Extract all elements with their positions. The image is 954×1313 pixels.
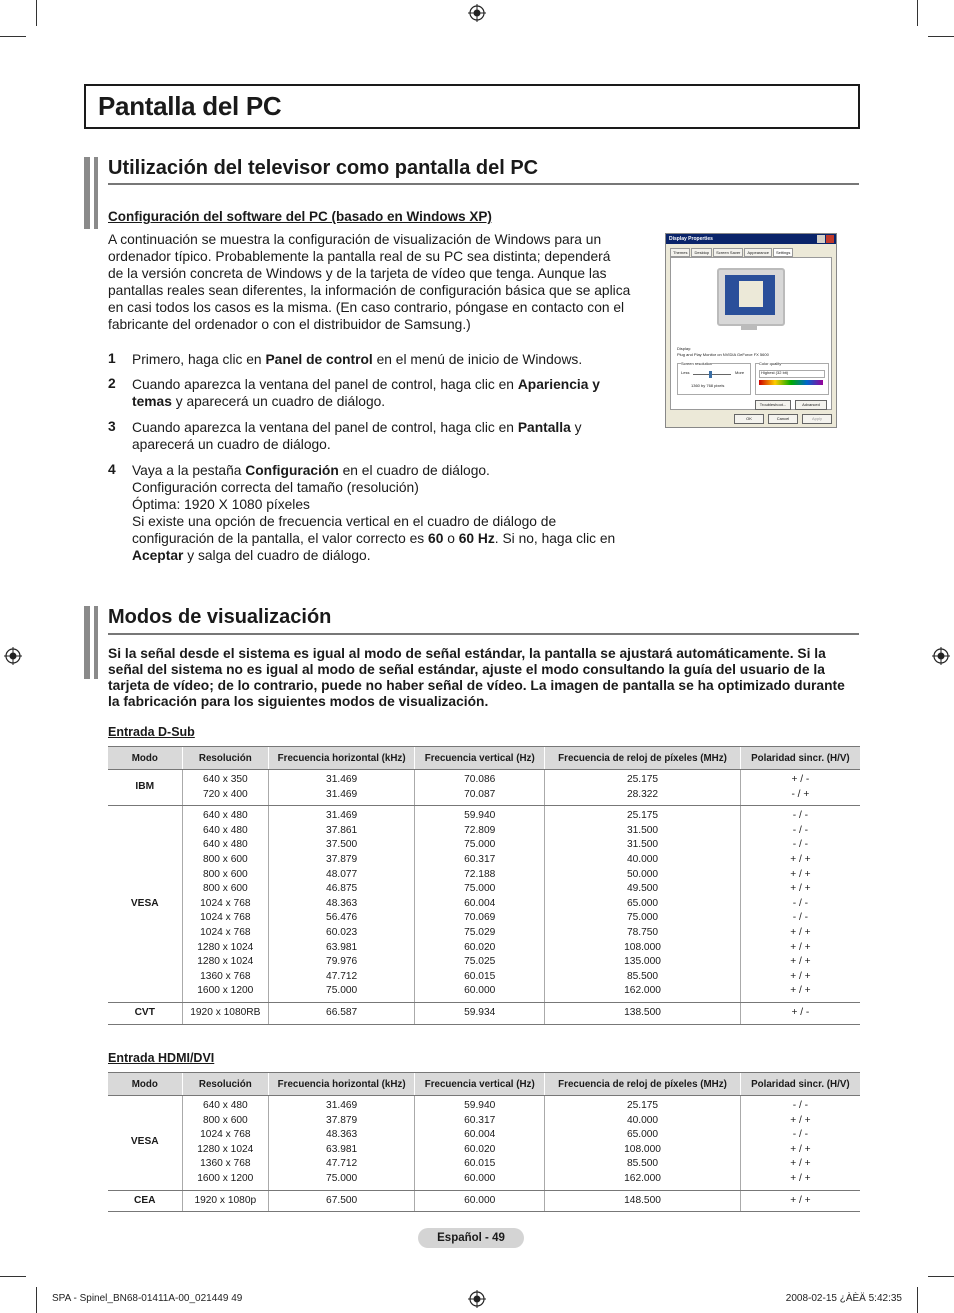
column-header: Frecuencia horizontal (kHz) [269,747,415,770]
step-run: Configuración correcta del tamaño (resolución) [132,480,419,495]
step-number: 3 [108,419,116,434]
section-heading-modes: Modos de visualización [108,606,332,628]
value-cell [182,1096,269,1191]
cell-value: 37.879 [326,853,358,865]
value-cell [740,1096,860,1191]
value-cell [740,1002,860,1024]
step-run: Cuando aparezca la ventana del panel de control, haga clic en [132,377,518,392]
cell-value: + / + [790,1114,811,1126]
step-emphasis: Pantalla [517,420,571,435]
cell-value: 66.587 [326,1006,358,1018]
resolution-value: 1360 by 768 pixels [691,383,725,388]
cell-value: 31.469 [326,774,358,785]
step-run: Cuando aparezca la ventana del panel de control, haga clic en [132,420,518,435]
color-bar [759,380,823,385]
cell-value: 60.020 [464,941,496,953]
tab-themes: Themes [670,248,690,257]
step-run: en el cuadro de diálogo. [338,463,490,478]
cell-value: - / - [792,912,809,924]
cell-value: 800 x 600 [202,853,248,865]
cell-value: 75.029 [464,926,496,938]
step-run: en el menú de inicio de Windows. [372,352,583,367]
modes-intro-line: la fabricación para los siguientes modos de visualización. [108,694,489,709]
step-text [132,462,632,564]
window-title: Display Properties [666,234,836,244]
crop-mark [0,36,26,37]
mode-cell: IBM [108,770,182,806]
column-header: Polaridad sincr. (H/V) [740,1073,860,1096]
cell-value: 75.000 [464,839,496,851]
cell-value: 60.000 [464,1172,496,1184]
step-emphasis: 60 [428,531,444,546]
modes-intro-line: señal del sistema no es igual al modo de señal estándar, ajuste el modo consultando la guía del usuario de la [108,662,825,677]
intro-line: de la versión concreta de Windows y de la tarjeta de vídeo que tenga. Aunque las [108,266,607,281]
cell-value: 70.087 [464,788,496,800]
cell-value: 640 x 480 [202,810,248,822]
cell-value: 70.086 [464,774,496,785]
monitor-icon [717,268,785,326]
value-cell [545,1096,740,1191]
troubleshoot-button: Troubleshoot... [755,400,791,410]
cell-value: + / + [790,970,811,982]
value-cell [415,1002,545,1024]
cell-value: + / + [790,1143,811,1155]
cell-value: 65.000 [626,1129,659,1141]
color-label: Color quality [759,361,782,366]
monitor-stand [741,324,757,330]
modes-intro-paragraph [108,646,856,710]
step-text [132,351,632,368]
value-cell [545,770,740,806]
display-label: Display: [677,346,692,351]
page-title: Pantalla del PC [98,91,282,121]
registration-mark-icon [468,1290,486,1308]
cell-value: - / - [792,1100,809,1111]
step-run: Vaya a la pestaña [132,463,246,478]
step-run: Óptima: 1920 X 1080 píxeles [132,497,310,512]
advanced-button: Advanced [795,400,827,410]
step-run: y [570,420,582,435]
cell-value: 1920 x 1080RB [190,1006,261,1018]
mode-cell: CEA [108,1190,182,1212]
cell-value: 135.000 [624,956,661,968]
sub-heading-software: Configuración del software del PC (basado en Windows XP) [108,209,492,224]
cell-value: + / - [791,774,810,785]
cell-value: 85.500 [626,1158,659,1170]
tab-screen-saver: Screen Saver [713,248,743,257]
cell-value: 60.023 [326,926,358,938]
value-cell [182,1190,269,1212]
cell-value: 47.712 [326,970,358,982]
value-cell [269,770,415,806]
registration-mark-icon [468,4,486,22]
cell-value: 60.015 [464,970,496,982]
modes-intro-line: Si la señal desde el sistema es igual al modo de señal estándar, la pantalla se ajustará automáticamente. Si la [108,646,826,661]
apply-button: Apply [802,414,832,424]
hdmi-table-label: Entrada HDMI/DVI [108,1051,215,1065]
value-cell [182,770,269,806]
step-line [132,513,632,530]
more-label: More [735,370,745,375]
column-header: Resolución [182,1073,269,1096]
cell-value: 640 x 480 [202,839,248,851]
mode-cell: CVT [108,1002,182,1024]
cell-value: 67.500 [326,1194,358,1206]
mode-cell: VESA [108,806,182,1003]
value-cell [269,1002,415,1024]
column-header: Polaridad sincr. (H/V) [740,747,860,770]
section-bar [84,157,98,229]
tab-appearance: Appearance [744,248,772,257]
cell-value: 1024 x 768 [200,912,251,924]
window-controls [817,235,834,243]
cell-value: 1024 x 768 [200,897,251,909]
monitor-screen [725,275,775,315]
step-line [132,462,632,479]
table-row [108,770,860,806]
cell-value: 37.861 [326,824,358,836]
tab-settings: Settings [773,248,793,257]
hdmi-modes-table [108,1072,860,1212]
cell-value: 60.000 [464,1194,496,1206]
cell-value: 640 x 480 [202,1100,248,1111]
cell-value: 48.363 [326,897,358,909]
cell-value: 28.322 [626,788,659,800]
step-run: y salga del cuadro de diálogo. [183,548,371,563]
cell-value: 60.000 [464,985,496,997]
cell-value: 1280 x 1024 [197,956,254,968]
cell-value: + / + [790,956,811,968]
cell-value: 138.500 [624,1006,661,1018]
cell-value: 31.469 [326,788,358,800]
cell-value: 1600 x 1200 [197,985,254,997]
cell-value: 800 x 600 [202,883,248,895]
cancel-button: Cancel [768,414,798,424]
value-cell [740,806,860,1003]
cell-value: 60.317 [464,1114,496,1126]
step-emphasis: temas [132,394,172,409]
cell-value: 75.000 [326,985,358,997]
cell-value: - / + [791,788,810,800]
table-header-row [108,747,860,770]
section-rule [108,633,859,635]
column-header: Modo [108,1073,182,1096]
table-row [108,1096,860,1191]
table-row [108,1190,860,1212]
modes-intro-line: tarjeta de vídeo; de lo contrario, puede no haber señal de vídeo. La imagen de pantalla se ha optimizado durante [108,678,845,693]
column-header: Frecuencia de reloj de píxeles (MHz) [545,1073,740,1096]
cell-value: 63.981 [326,941,358,953]
crop-mark [928,1276,954,1277]
cell-value: 40.000 [626,1114,659,1126]
slider-thumb-icon [709,371,712,378]
dsub-table-label: Entrada D-Sub [108,725,195,739]
cell-value: 1360 x 768 [200,1158,251,1170]
cell-value: 60.020 [464,1143,496,1155]
step-run: configuración de la pantalla, el valor correcto es [132,531,429,546]
intro-line: A continuación se muestra la configuración de visualización de Windows para un [108,232,602,247]
cell-value: 800 x 600 [202,1114,248,1126]
cell-value: 148.500 [624,1194,661,1206]
registration-mark-icon [4,647,22,665]
step-run: y aparecerá un cuadro de diálogo. [171,394,386,409]
cell-value: + / + [790,1158,811,1170]
step-run: Primero, haga clic en [132,352,266,367]
cell-value: 162.000 [624,1172,661,1184]
cell-value: 46.875 [326,883,358,895]
cell-value: + / + [790,926,811,938]
cell-value: 59.940 [464,810,496,822]
section-rule [108,183,859,185]
cell-value: 162.000 [624,985,661,997]
value-cell [415,806,545,1003]
cell-value: + / + [790,1172,811,1184]
value-cell [415,1190,545,1212]
value-cell [269,806,415,1003]
table-row [108,1002,860,1024]
cell-value: 47.712 [326,1158,358,1170]
cell-value: 79.976 [326,956,358,968]
cell-value: + / + [790,868,811,880]
step-emphasis: Panel de control [265,352,373,367]
tab-desktop: Desktop [691,248,712,257]
cell-value: 1024 x 768 [200,1129,251,1141]
step-run: o [443,531,459,546]
cell-value: - / - [792,1129,809,1141]
crop-mark [0,1276,26,1277]
color-value: Highest (32 bit) [761,370,789,375]
resolution-label: Screen resolution [681,361,713,366]
cell-value: - / - [792,810,809,822]
cell-value: 1280 x 1024 [197,1143,254,1155]
cell-value: 25.175 [626,774,659,785]
value-cell [740,1190,860,1212]
step-run: . Si no, haga clic en [494,531,616,546]
column-header: Resolución [182,747,269,770]
cell-value: 31.500 [626,824,659,836]
intro-paragraph [108,231,648,333]
cell-value: 75.025 [464,956,496,968]
color-group [755,363,829,395]
value-cell [415,1096,545,1191]
value-cell [415,770,545,806]
cell-value: 25.175 [626,1100,659,1111]
cell-value: 75.000 [464,883,496,895]
step-emphasis: 60 Hz [458,531,495,546]
cell-value: + / + [790,941,811,953]
cell-value: 85.500 [626,970,659,982]
column-header: Frecuencia de reloj de píxeles (MHz) [545,747,740,770]
print-timestamp: 2008-02-15 ¿ÀÈÄ 5:42:35 [785,1293,902,1304]
cell-value: - / - [792,824,809,836]
cell-value: 108.000 [624,941,661,953]
cell-value: 1024 x 768 [200,926,251,938]
registration-mark-icon [932,647,950,665]
crop-mark [917,0,918,26]
value-cell [269,1190,415,1212]
column-header: Frecuencia vertical (Hz) [415,1073,545,1096]
cell-value: 60.015 [464,1158,496,1170]
value-cell [182,1002,269,1024]
cell-value: 720 x 400 [202,788,248,800]
cell-value: 48.363 [326,1129,358,1141]
value-cell [182,806,269,1003]
crop-mark [928,36,954,37]
cell-value: 60.317 [464,853,496,865]
crop-mark [36,0,37,26]
value-cell [545,1190,740,1212]
display-value: Plug and Play Monitor on NVIDIA GeForce FX 5600 [677,352,769,357]
cell-value: 31.500 [626,839,659,851]
table-header-row [108,1073,860,1096]
cell-value: 75.000 [626,912,659,924]
cell-value: 65.000 [626,897,659,909]
cell-value: - / - [792,839,809,851]
column-header: Modo [108,747,182,770]
cell-value: 640 x 480 [202,824,248,836]
cell-value: 60.004 [464,1129,496,1141]
section-bar [84,606,98,679]
cell-value: 59.934 [464,1006,496,1018]
intro-line: pantallas reales sean diferentes, la información de configuración básica que se aplica [108,283,631,298]
less-label: Less [681,370,690,375]
resolution-group [677,363,751,395]
display-properties-screenshot [665,233,837,428]
step-emphasis: Apariencia y [517,377,600,392]
step-number: 2 [108,376,116,391]
cell-value: 37.500 [326,839,358,851]
step-number: 4 [108,462,116,477]
monitor-window [739,281,763,307]
dsub-modes-table [108,746,860,1025]
page-title-box [84,84,860,129]
cell-value: 70.069 [464,912,496,924]
cell-value: + / + [790,985,811,997]
crop-mark [917,1287,918,1313]
intro-line: en casi todos los casos es la misma. (En caso contrario, póngase en contacto con el [108,300,625,315]
cell-value: + / + [790,1194,811,1206]
column-header: Frecuencia vertical (Hz) [415,747,545,770]
ok-button: OK [734,414,764,424]
cell-value: 31.469 [326,1100,358,1111]
cell-value: 1280 x 1024 [197,941,254,953]
cell-value: + / - [791,1006,810,1018]
cell-value: 48.077 [326,868,358,880]
cell-value: 108.000 [624,1143,661,1155]
cell-value: 1360 x 768 [200,970,251,982]
cell-value: 31.469 [326,810,358,822]
step-emphasis: Aceptar [132,548,184,563]
value-cell [740,770,860,806]
window-panel [670,257,832,410]
cell-value: 40.000 [626,853,659,865]
column-header: Frecuencia horizontal (kHz) [269,1073,415,1096]
cell-value: 72.809 [464,824,496,836]
step-number: 1 [108,351,116,366]
step-line [132,376,632,393]
table-row [108,806,860,1003]
window-tabs [670,248,832,257]
cell-value: 640 x 350 [202,774,248,785]
step-text [132,376,632,410]
cell-value: 63.981 [326,1143,358,1155]
step-line [132,479,632,496]
cell-value: 78.750 [626,926,659,938]
intro-line: ordenador típico. Probablemente la pantalla real de su PC sea distinta; dependerá [108,249,611,264]
step-emphasis: Configuración [245,463,339,478]
step-line [132,547,632,564]
step-run: Si existe una opción de frecuencia vertical en el cuadro de diálogo de [132,514,557,529]
cell-value: + / + [790,883,811,895]
step-line [132,393,632,410]
intro-line: fabricante del ordenador o con el distribuidor de Samsung.) [108,317,471,332]
value-cell [545,806,740,1003]
step-run: aparecerá un cuadro de diálogo. [132,437,331,452]
crop-mark [36,1287,37,1313]
cell-value: 72.188 [464,868,496,880]
close-icon [826,235,834,243]
step-line [132,351,632,368]
page-number-badge: Español - 49 [418,1228,524,1248]
cell-value: 75.000 [326,1172,358,1184]
cell-value: 49.500 [626,883,659,895]
value-cell [545,1002,740,1024]
cell-value: 1920 x 1080p [194,1194,257,1206]
cell-value: 800 x 600 [202,868,248,880]
cell-value: 1600 x 1200 [197,1172,254,1184]
help-icon [817,235,825,243]
cell-value: 60.004 [464,897,496,909]
cell-value: 59.940 [464,1100,496,1111]
step-line [132,419,632,436]
section-heading-pc: Utilización del televisor como pantalla del PC [108,157,539,179]
resolution-slider [693,374,731,375]
step-line [132,496,632,513]
cell-value: 25.175 [626,810,659,822]
cell-value: 50.000 [626,868,659,880]
mode-cell: VESA [108,1096,182,1191]
value-cell [269,1096,415,1191]
cell-value: - / - [792,897,809,909]
step-line [132,530,632,547]
step-line [132,436,632,453]
print-job-info: SPA - Spinel_BN68-01411A-00_021449 49 [52,1293,243,1304]
cell-value: 37.879 [326,1114,358,1126]
cell-value: 56.476 [326,912,358,924]
cell-value: + / + [790,853,811,865]
step-text [132,419,632,453]
